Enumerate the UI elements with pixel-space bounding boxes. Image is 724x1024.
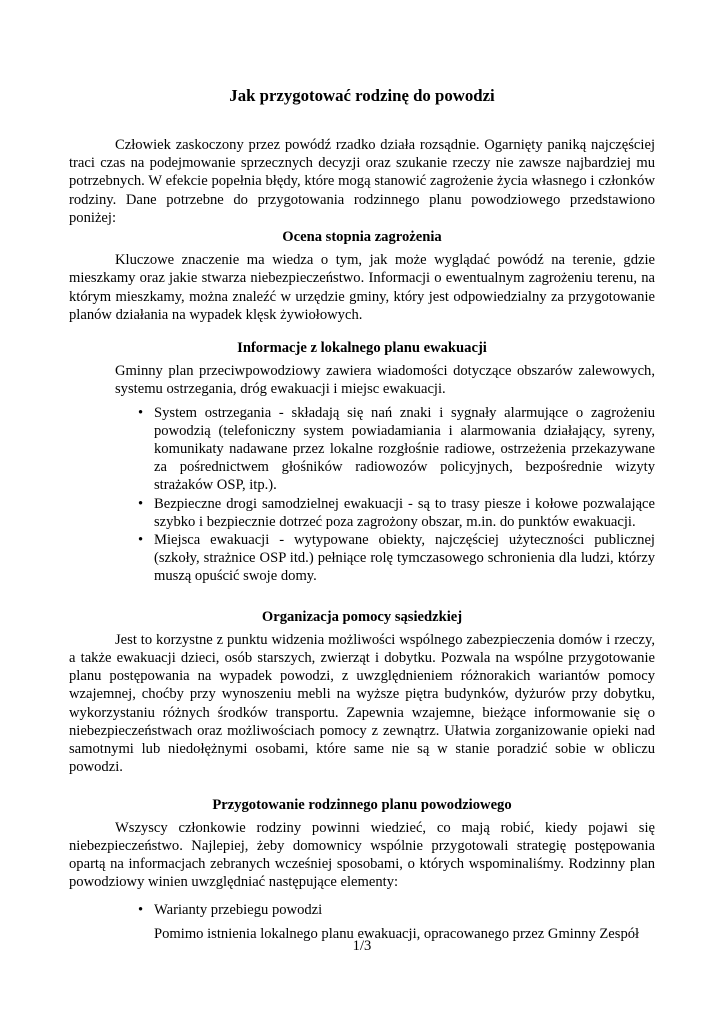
section-paragraph-family-plan: Wszyscy członkowie rodziny powinni wiedzieć, co mają robić, kiedy pojawi się niebezpieczeństwo. Najlepiej, żeby domownicy wspólnie przygotowali strategię postępowania opartą na informacjach zebranych wcześniej sposobami, o których wspominaliśmy. Rodzinny plan powodziowy winien uwzględniać następujące elementy: xyxy=(69,819,655,891)
intro-paragraph: Człowiek zaskoczony przez powódź rzadko działa rozsądnie. Ogarnięty paniką najczęściej traci czas na podejmowanie sprzecznych decyzji oraz szukanie rzeczy nie zawsze najbardziej mu potrzebnych. W efekcie popełnia błędy, które mogą stanowić zagrożenie życia własnego i członków rodziny. Dane potrzebne do przygotowania rodzinnego planu powodziowego przedstawiono poniżej: xyxy=(69,137,655,226)
bullet-icon: • xyxy=(138,495,144,512)
section-paragraph-evacuation: Gminny plan przeciwpowodziowy zawiera wiadomości dotyczące obszarów zalewowych, systemu ostrzegania, dróg ewakuacji i miejsc ewakuacji. xyxy=(115,363,655,398)
list-item: • Bezpieczne drogi samodzielnej ewakuacji - są to trasy piesze i kołowe pozwalające szybko i bezpiecznie dotrzeć poza zagrożony obszar, m.in. do punktów ewakuacji. xyxy=(138,495,655,530)
page-number: 1/3 xyxy=(352,938,372,954)
family-plan-bullet-list xyxy=(69,901,655,919)
bullet-icon: • xyxy=(138,901,144,918)
bullet-icon: • xyxy=(138,404,144,421)
evacuation-bullet-list xyxy=(69,404,655,586)
section-heading-evacuation: Informacje z lokalnego planu ewakuacji xyxy=(237,340,487,357)
bullet-icon: • xyxy=(138,532,144,549)
document-title: Jak przygotować rodzinę do powodzi xyxy=(229,86,495,105)
section-heading-family-plan: Przygotowanie rodzinnego planu powodziowego xyxy=(212,796,512,813)
section-heading-risk: Ocena stopnia zagrożenia xyxy=(282,229,442,246)
section-paragraph-risk: Kluczowe znaczenie ma wiedza o tym, jak może wyglądać powódź na terenie, gdzie mieszkamy oraz jakie stwarza niebezpieczeństwo. Informacji o ewentualnym zagrożeniu terenu, na którym mieszkamy, można znaleźć w urzędzie gminy, który jest odpowiedzialny za przygotowanie planów działania na wypadek klęsk żywiołowych. xyxy=(69,252,655,323)
section-heading-neighbors: Organizacja pomocy sąsiedzkiej xyxy=(261,608,463,625)
page-content xyxy=(69,86,655,943)
list-item: • Warianty przebiegu powodzi xyxy=(138,901,323,918)
section-paragraph-neighbors: Jest to korzystne z punktu widzenia możliwości wspólnego zabezpieczenia domów i rzeczy, a także ewakuacji dzieci, osób starszych, zwierząt i dobytku. Pozwala na wspólne przygotowanie planu postępowania na wypadek powodzi, z uwzględnieniem różnorakich wariantów pomocy wzajemnej, choćby przy wynoszeniu mebli na wyższe piętra budynków, dyżurów przy dobytku, wykorzystaniu różnych środków transportu. Zapewnia wzajemne, bieżące informowanie się o niebezpieczeństwach oraz możliwościach pomocy z zewnątrz. Ułatwia zorganizowanie opieki nad samotnymi lub niedołężnymi osobami, które same nie są w stanie poradzić sobie w obliczu powodzi. xyxy=(69,631,655,776)
list-item: • System ostrzegania - składają się nań znaki i sygnały alarmujące o zagrożeniu powodzią (telefoniczny system powiadamiania i alarmowania działający, syreny, komunikaty nadawane przez lokalne rozgłośnie radiowe, ostrzeżenia przekazywane za pośrednictwem głośników radiowozów policyjnych, bezpośrednie wizyty strażaków OSP, itp.). xyxy=(138,404,655,494)
list-item: • Miejsca ewakuacji - wytypowane obiekty, najczęściej użyteczności publicznej (szkoły, strażnice OSP itd.) pełniące rolę tymczasowego schronienia dla ludzi, którzy muszą opuścić swoje domy. xyxy=(138,532,655,585)
continuation-paragraph: Pomimo istnienia lokalnego planu ewakuacji, opracowanego przez Gminny Zespół xyxy=(154,925,640,942)
